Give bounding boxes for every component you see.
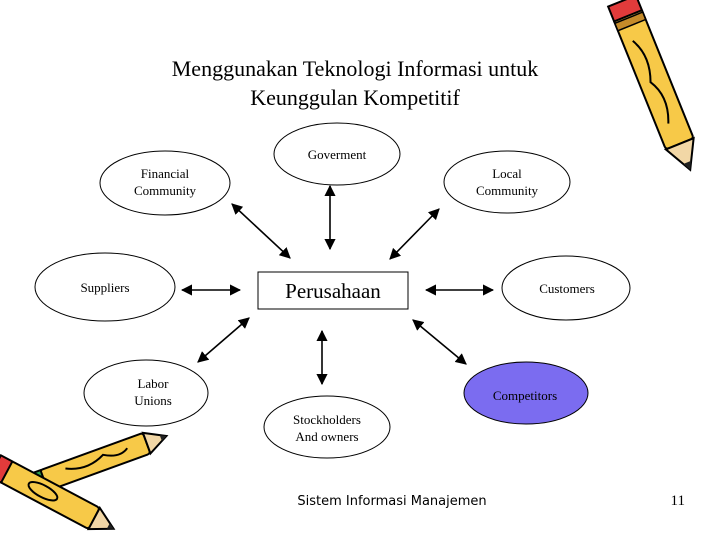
local-label-line-2: Community bbox=[475, 183, 539, 198]
competitors-label: Competitors bbox=[492, 388, 558, 403]
labor-label-line-1: Labor bbox=[137, 376, 169, 391]
pencils-icon bbox=[0, 426, 170, 540]
arrow-labor bbox=[198, 318, 249, 362]
financial-label-line-2: Community bbox=[133, 183, 197, 198]
labor-label-line-2: Unions bbox=[134, 393, 172, 408]
center-label: Perusahaan bbox=[285, 279, 381, 303]
arrow-competitors bbox=[413, 320, 466, 364]
customers-label: Customers bbox=[539, 281, 595, 296]
local-label bbox=[457, 165, 557, 199]
footer-text: Sistem Informasi Manajemen bbox=[297, 494, 487, 509]
page-number: 11 bbox=[670, 493, 685, 509]
local-label-line-1: Local bbox=[492, 166, 522, 181]
financial-label bbox=[115, 165, 215, 199]
title-line-1: Menggunakan Teknologi Informasi untuk bbox=[171, 56, 539, 81]
goverment-label: Goverment bbox=[307, 147, 367, 162]
arrow-financial bbox=[232, 204, 290, 258]
title-line-2: Keunggulan Kompetitif bbox=[250, 85, 460, 110]
arrow-local bbox=[390, 209, 439, 259]
suppliers-label: Suppliers bbox=[80, 280, 130, 295]
stockholders-label-line-2: And owners bbox=[295, 429, 359, 444]
stockholders-label bbox=[277, 411, 377, 445]
stockholders-label-line-1: Stockholders bbox=[293, 412, 361, 427]
financial-label-line-1: Financial bbox=[140, 166, 190, 181]
labor-label bbox=[103, 375, 203, 409]
pencil-icon bbox=[608, 0, 704, 175]
